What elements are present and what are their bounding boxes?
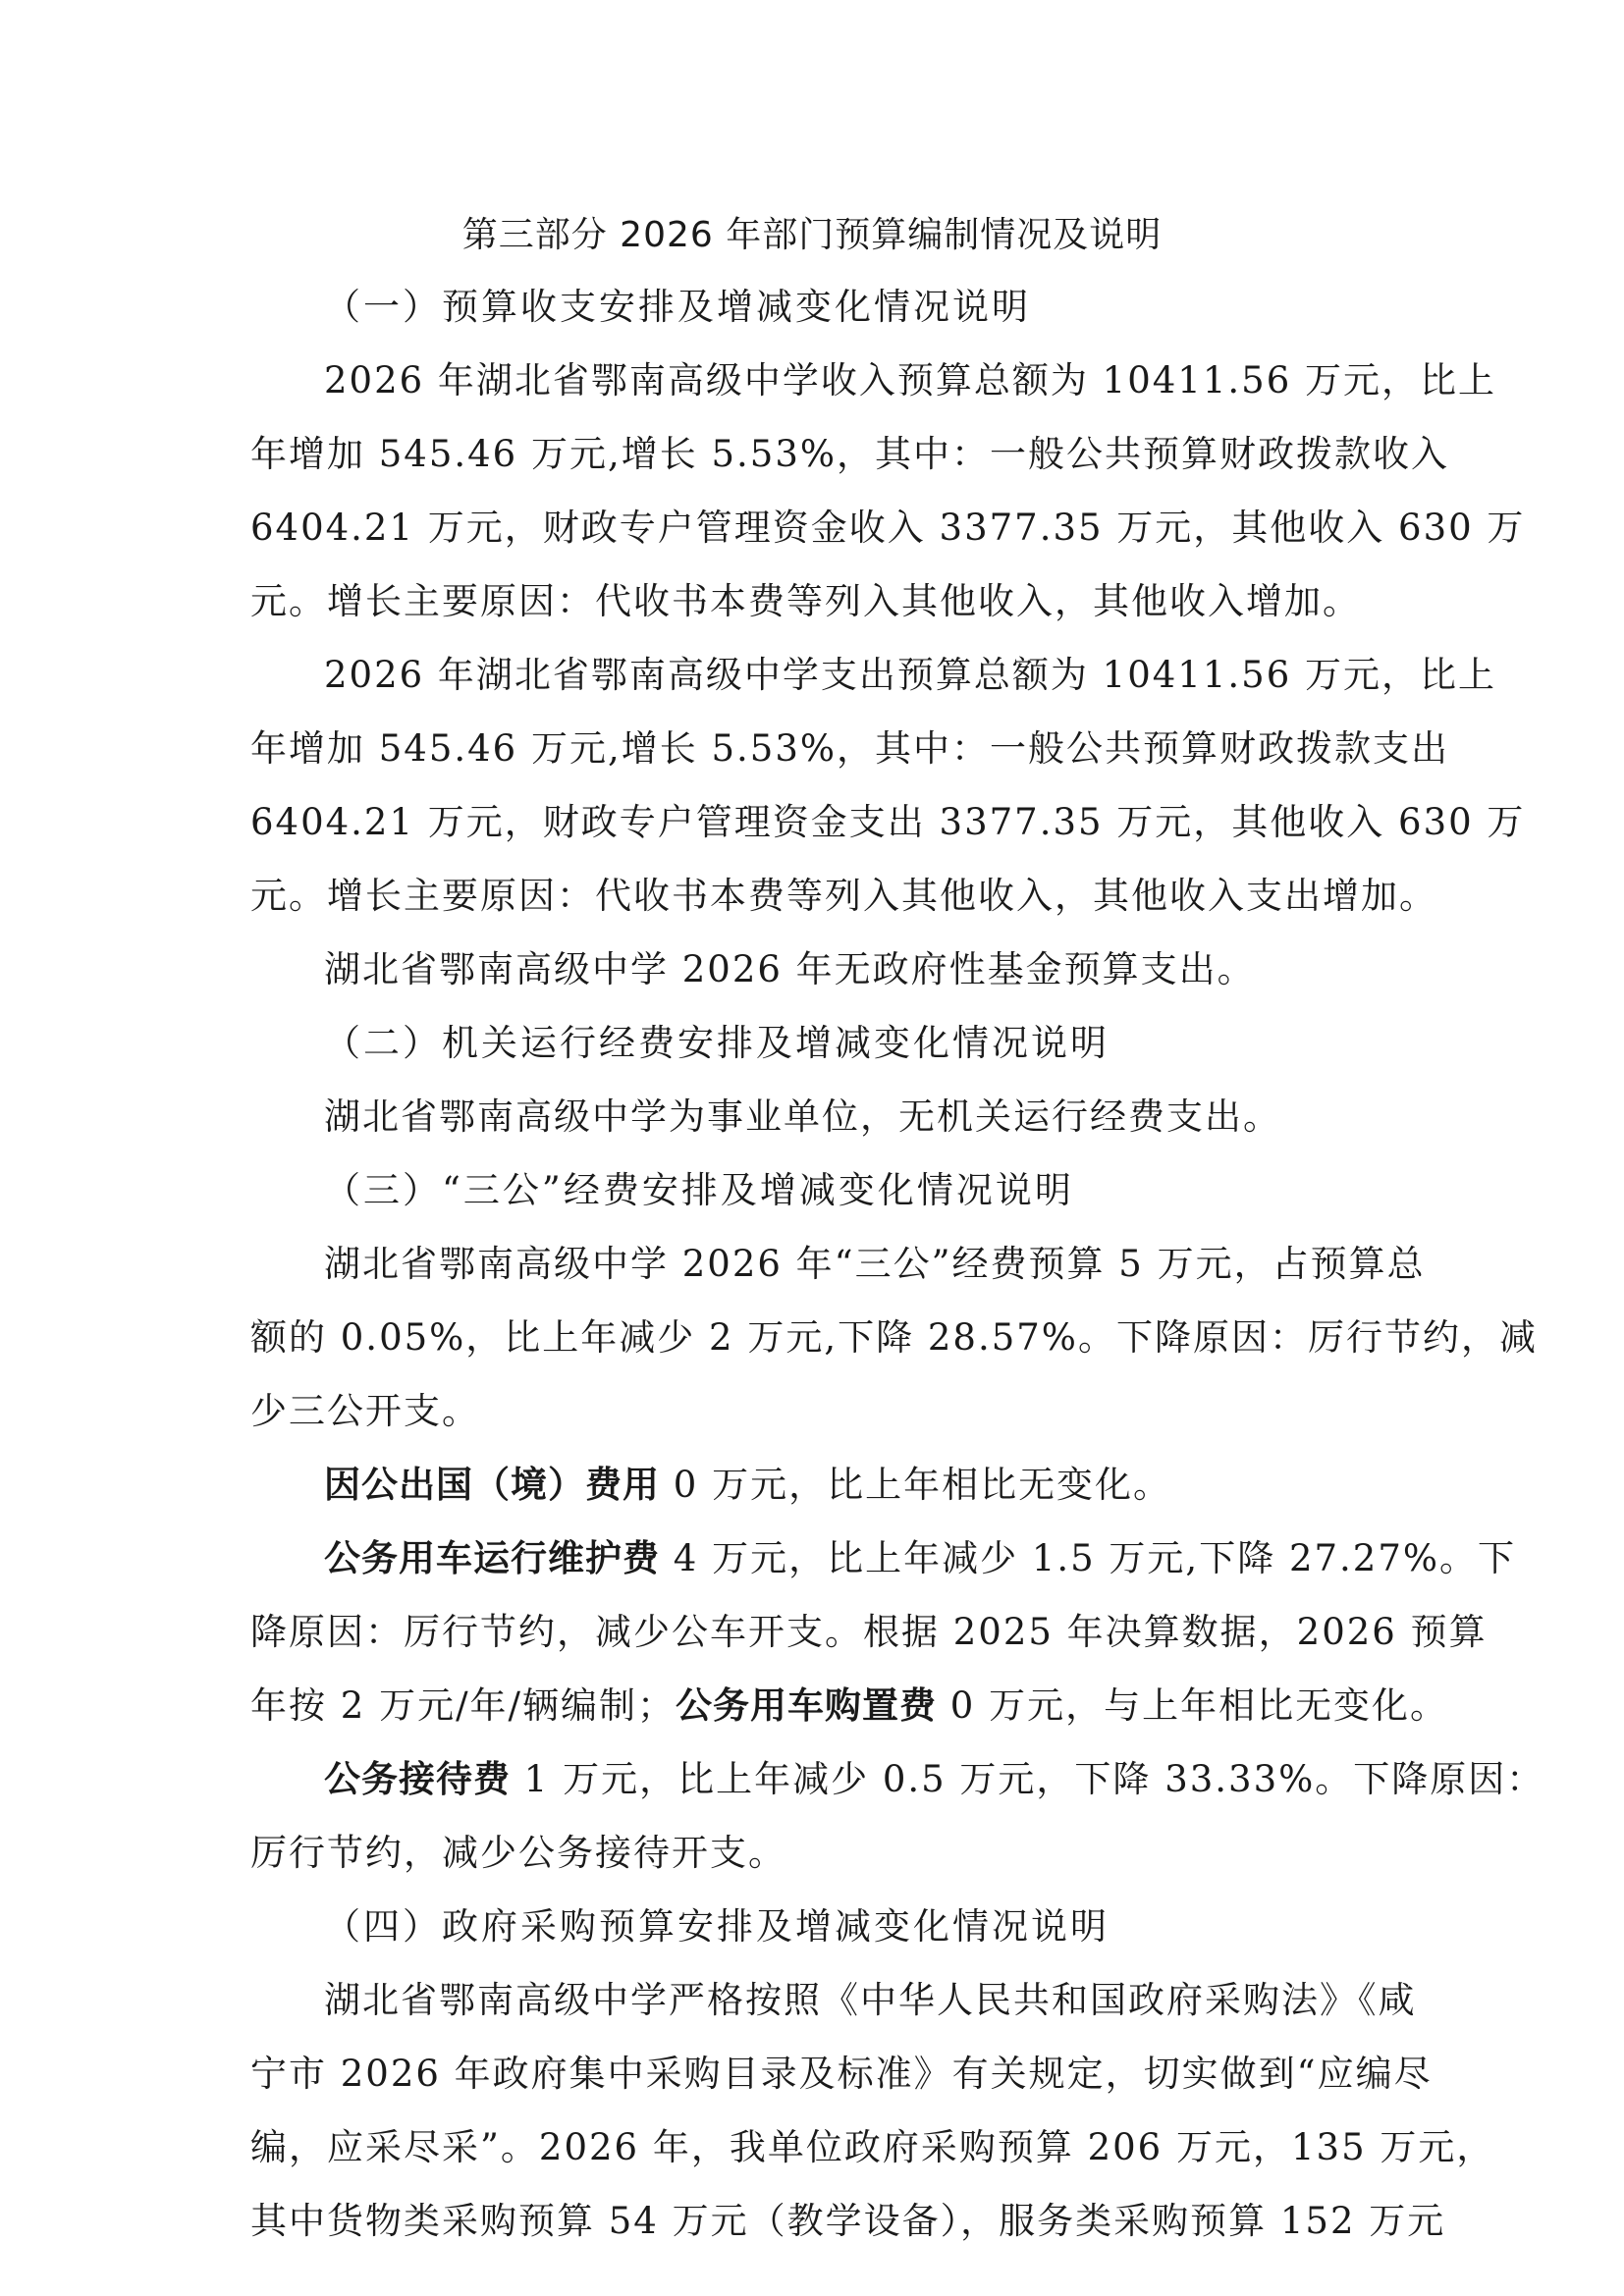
bold-term-overseas: 因公出国（境）费用 — [324, 1464, 660, 1506]
paragraph-line: 湖北省鄂南高级中学 2026 年“三公”经费预算 5 万元，占预算总 — [324, 1243, 1426, 1285]
bold-term-reception: 公务接待费 — [324, 1758, 511, 1800]
paragraph-text: 1 万元，比上年减少 0.5 万元，下降 33.33%。下降原因： — [511, 1758, 1545, 1800]
paragraph-line: 2026 年湖北省鄂南高级中学支出预算总额为 10411.56 万元，比上 — [324, 654, 1496, 696]
paragraph-line: 6404.21 万元，财政专户管理资金收入 3377.35 万元，其他收入 630 万 — [250, 507, 1526, 549]
paragraph-line: 宁市 2026 年政府集中采购目录及标准》有关规定，切实做到“应编尽 — [250, 2053, 1433, 2095]
section-heading-2: （二）机关运行经费安排及增减变化情况说明 — [324, 1022, 1110, 1064]
paragraph-line: 少三公开支。 — [250, 1390, 480, 1432]
paragraph-line: 元。增长主要原因：代收书本费等列入其他收入，其他收入增加。 — [250, 580, 1361, 622]
bold-term-vehicle-purchase: 公务用车购置费 — [676, 1684, 937, 1727]
section-heading-1: （一）预算收支安排及增减变化情况说明 — [324, 286, 1031, 328]
paragraph-line — [324, 1460, 1465, 1511]
paragraph-line: 年增加 545.46 万元,增长 5.53%，其中：一般公共预算财政拨款收入 — [250, 433, 1450, 475]
paragraph-line: 其中货物类采购预算 54 万元（教学设备），服务类采购预算 152 万元 — [250, 2200, 1446, 2242]
paragraph-line: 降原因：厉行节约，减少公车开支。根据 2025 年决算数据，2026 预算 — [250, 1611, 1488, 1653]
paragraph-line: 额的 0.05%，比上年减少 2 万元,下降 28.57%。下降原因：厉行节约，减 — [250, 1316, 1538, 1359]
paragraph-line: 湖北省鄂南高级中学 2026 年无政府性基金预算支出。 — [324, 948, 1256, 990]
paragraph-line — [250, 1681, 1449, 1732]
paragraph-text: 4 万元，比上年减少 1.5 万元,下降 27.27%。下 — [660, 1537, 1517, 1579]
paragraph-text: 年按 2 万元/年/辆编制； — [250, 1684, 676, 1727]
paragraph-line: 2026 年湖北省鄂南高级中学收入预算总额为 10411.56 万元，比上 — [324, 359, 1496, 401]
paragraph-line: 湖北省鄂南高级中学严格按照《中华人民共和国政府采购法》《咸 — [324, 1979, 1417, 2021]
paragraph-line: 元。增长主要原因：代收书本费等列入其他收入，其他收入支出增加。 — [250, 875, 1437, 917]
paragraph-text: 0 万元，比上年相比无变化。 — [660, 1464, 1172, 1506]
paragraph-line: 6404.21 万元，财政专户管理资金支出 3377.35 万元，其他收入 630 万 — [250, 801, 1526, 843]
paragraph-line: 湖北省鄂南高级中学为事业单位，无机关运行经费支出。 — [324, 1095, 1281, 1138]
bold-term-vehicle-maintenance: 公务用车运行维护费 — [324, 1537, 660, 1579]
paragraph-text: 0 万元，与上年相比无变化。 — [937, 1684, 1449, 1727]
paragraph-line: 编，应采尽采”。2026 年，我单位政府采购预算 206 万元，135 万元， — [250, 2126, 1495, 2168]
paragraph-line: 厉行节约，减少公务接待开支。 — [250, 1832, 786, 1874]
section-heading-4: （四）政府采购预算安排及增减变化情况说明 — [324, 1905, 1110, 1948]
section-heading-3: （三）“三公”经费安排及增减变化情况说明 — [324, 1169, 1074, 1211]
paragraph-line — [324, 1533, 1517, 1584]
paragraph-line: 年增加 545.46 万元,增长 5.53%，其中：一般公共预算财政拨款支出 — [250, 727, 1450, 770]
paragraph-line — [324, 1754, 1545, 1805]
page-title: 第三部分 2026 年部门预算编制情况及说明 — [461, 215, 1163, 255]
